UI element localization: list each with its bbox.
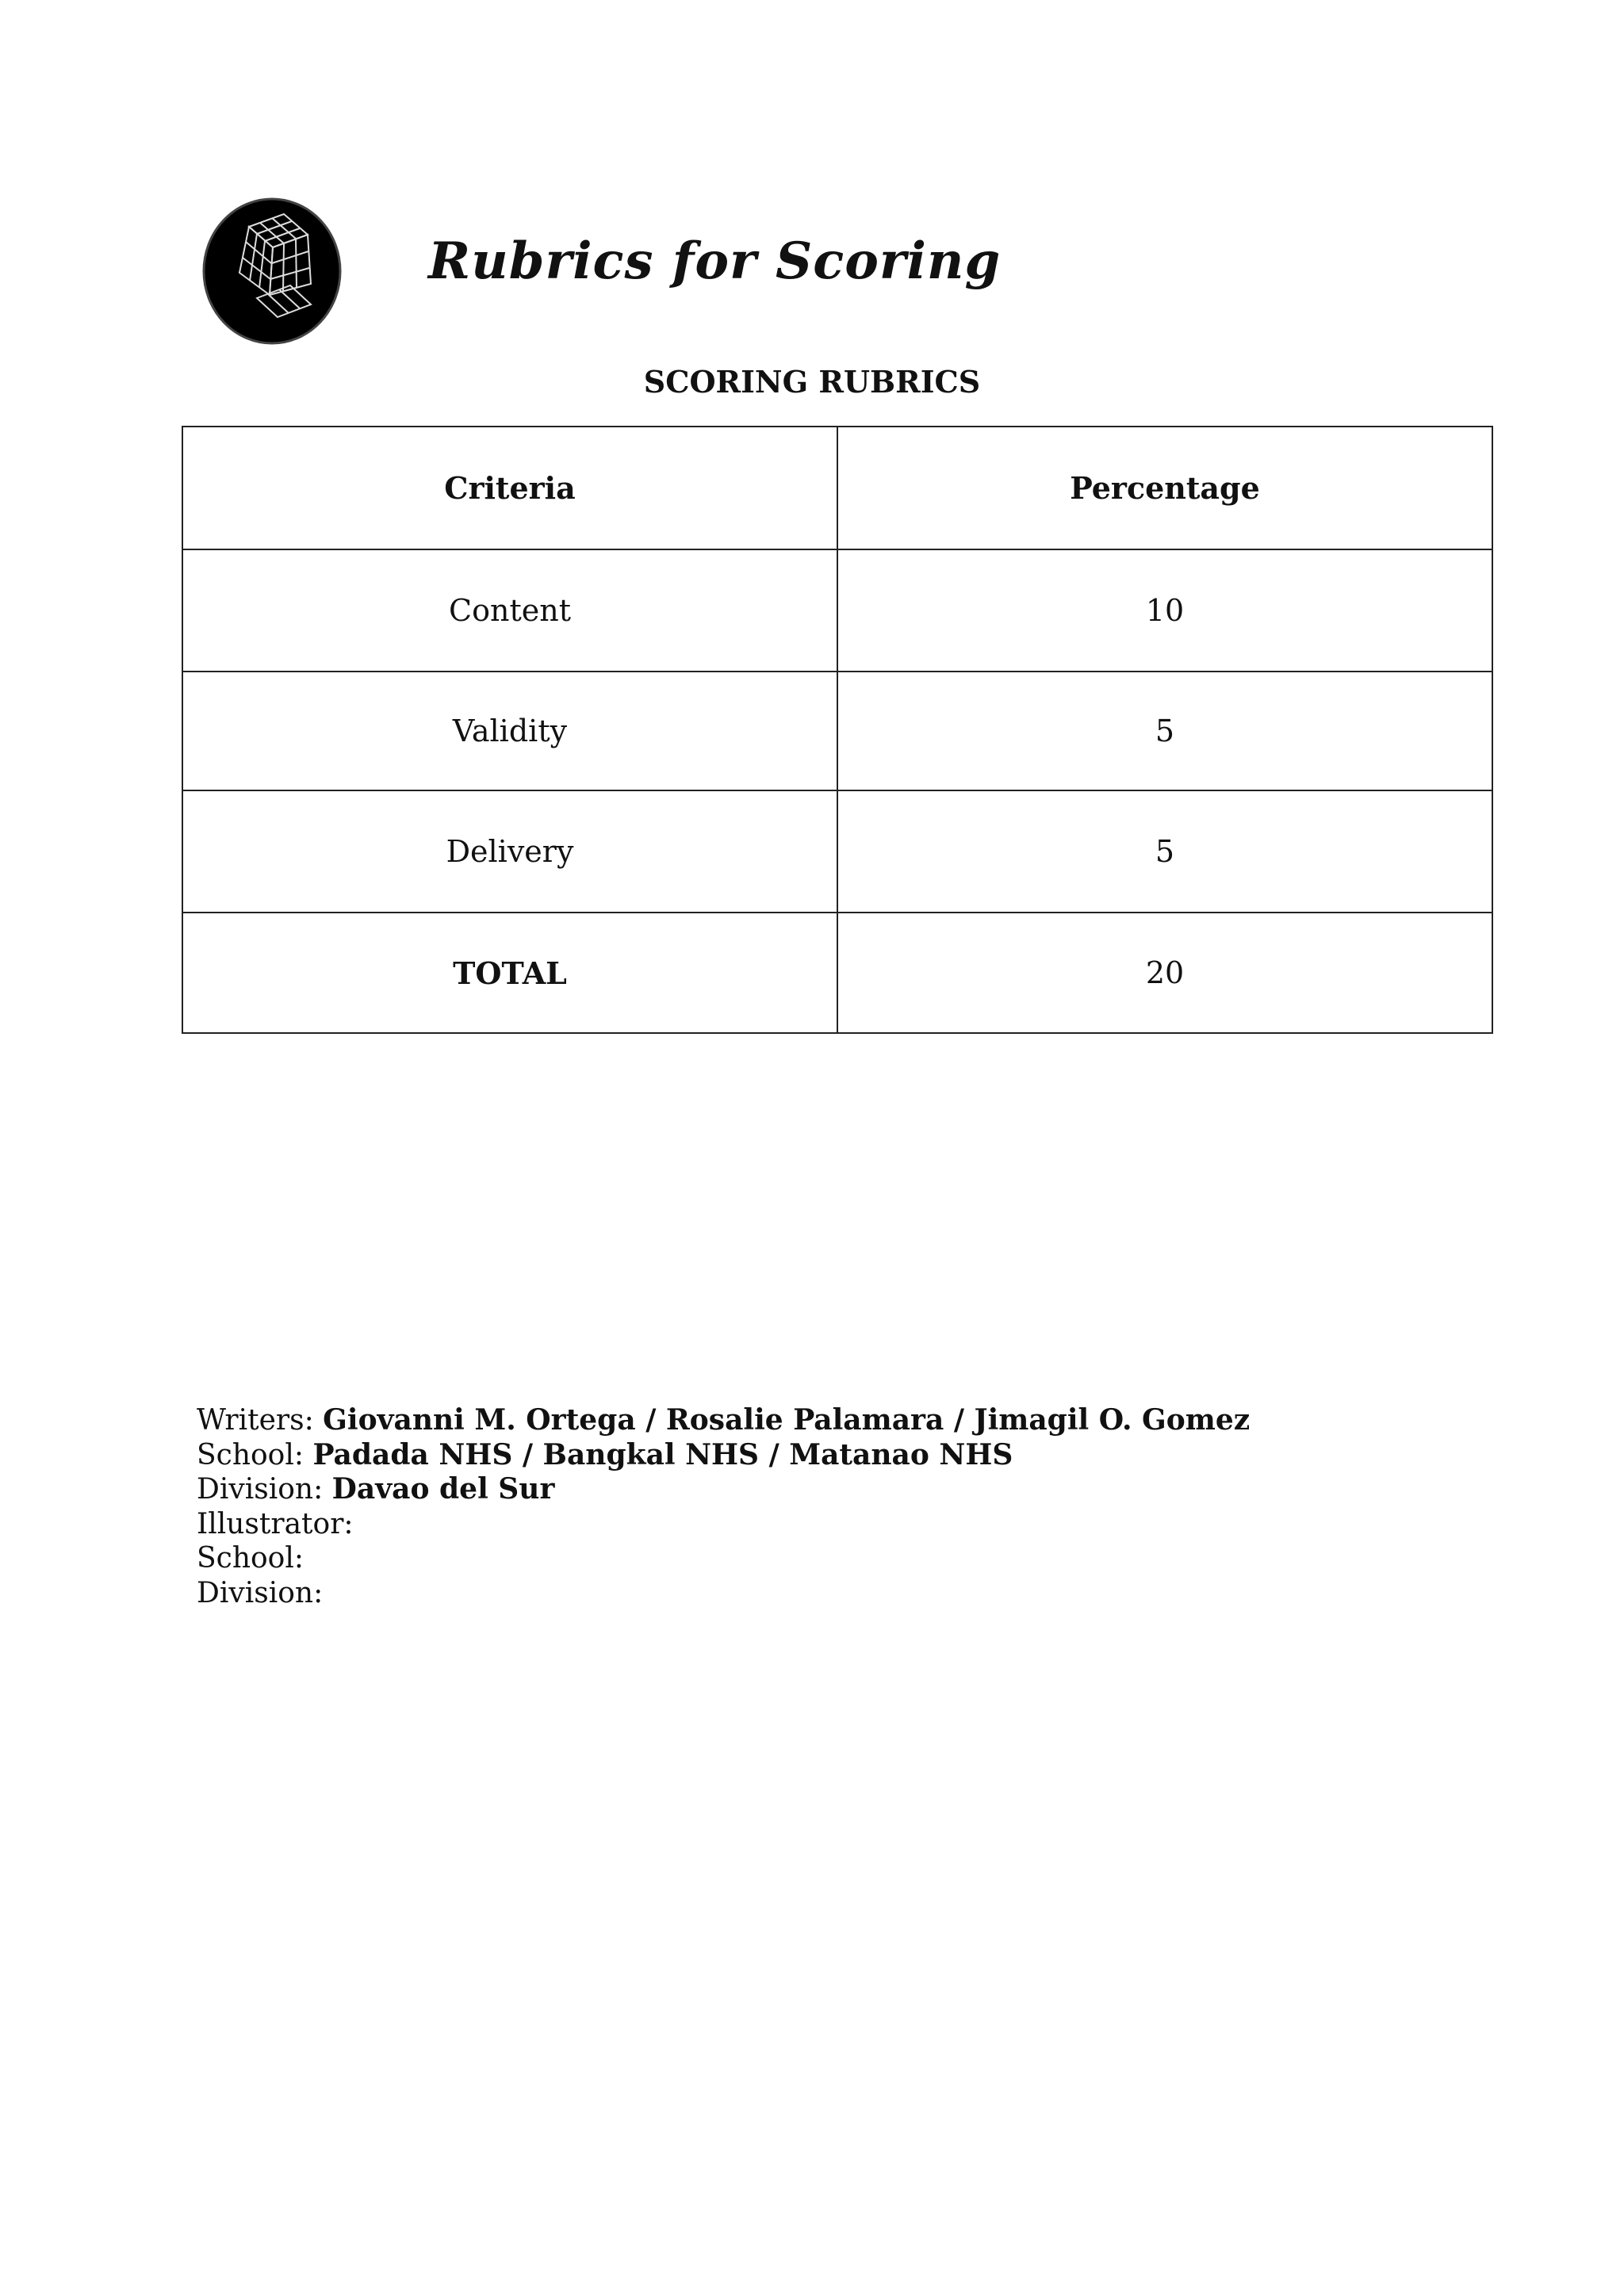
scoring-rubrics-table: [182, 426, 1493, 1034]
table-header-row: [182, 427, 1492, 549]
criteria-cell: Content: [182, 549, 837, 672]
illustrator-division-line: [197, 1576, 1250, 1611]
division-label: Division:: [197, 1473, 324, 1506]
illustrator-line: [197, 1507, 1250, 1542]
school-label: School:: [197, 1438, 304, 1471]
illustrator-school-line: [197, 1541, 1250, 1576]
school-line: [197, 1438, 1250, 1473]
division-value: Davao del Sur: [331, 1472, 555, 1506]
total-row: [182, 913, 1492, 1033]
column-header-criteria: Criteria: [182, 427, 837, 549]
total-label: TOTAL: [182, 913, 837, 1033]
criteria-cell: Delivery: [182, 790, 837, 913]
illustrator-division-label: Division:: [197, 1576, 324, 1609]
table-row: [182, 790, 1492, 913]
writers-line: [197, 1403, 1250, 1438]
writers-label: Writers:: [197, 1404, 314, 1437]
table-row: [182, 672, 1492, 790]
division-line: [197, 1472, 1250, 1507]
section-heading: SCORING RUBRICS: [643, 364, 981, 400]
writers-value: Giovanni M. Ortega / Rosalie Palamara / Jimagil O. Gomez: [323, 1403, 1251, 1437]
table-row: [182, 549, 1492, 672]
column-header-percentage: Percentage: [837, 427, 1492, 549]
illustrator-label: Illustrator:: [197, 1507, 354, 1540]
criteria-cell: Validity: [182, 672, 837, 790]
credits-block: [197, 1403, 1250, 1610]
total-value: 20: [837, 913, 1492, 1033]
rubiks-cube-icon: [201, 197, 343, 346]
illustrator-school-label: School:: [197, 1542, 304, 1575]
percentage-cell: 10: [837, 549, 1492, 672]
percentage-cell: 5: [837, 672, 1492, 790]
school-value: Padada NHS / Bangkal NHS / Matanao NHS: [312, 1437, 1013, 1471]
percentage-cell: 5: [837, 790, 1492, 913]
page-title: Rubrics for Scoring: [428, 232, 1002, 291]
